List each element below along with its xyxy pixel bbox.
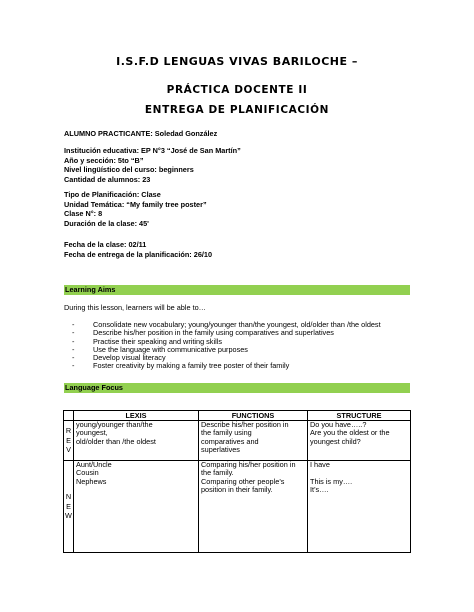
row-side-label-new: N E W: [64, 461, 74, 553]
list-item: - Develop visual literacy: [72, 353, 166, 363]
bullet-dash: -: [72, 336, 75, 346]
lexis-cell: Aunt/Uncle Cousin Nephews: [74, 461, 199, 553]
bullet-dash: -: [72, 328, 75, 338]
table-header-row: [64, 411, 411, 421]
structure-cell: Do you have…..? Are you the oldest or the youngest child?: [308, 421, 411, 461]
lexis-cell: young/younger than/the youngest, old/older than /the oldest: [74, 421, 199, 461]
language-focus-table: [63, 410, 411, 553]
functions-cell: Comparing his/her position in the family. Comparing other people’s position in their family.: [199, 461, 308, 553]
empty-header-cell: [64, 411, 74, 421]
school-info: [64, 146, 241, 184]
plan-type-line: Tipo de Planificación: Clase: [64, 190, 161, 199]
functions-cell: Describe his/her position in the family using comparatives and superlatives: [199, 421, 308, 461]
duration-line: Duración de la clase: 45': [64, 218, 149, 228]
student-info: [64, 129, 217, 139]
student-name-line: ALUMNO PRACTICANTE: Soledad González: [64, 129, 218, 138]
list-item: - Describe his/her position in the family using comparatives and superlatives: [72, 328, 334, 338]
students-count-line: Cantidad de alumnos: 23: [64, 174, 151, 184]
language-focus-heading: Language Focus: [64, 383, 410, 393]
unit-line: Unidad Temática: “My family tree poster”: [64, 199, 207, 209]
bullet-dash: -: [72, 344, 75, 354]
subtitle: PRÁCTICA DOCENTE II: [166, 84, 308, 96]
list-item: - Foster creativity by making a family tree poster of their family: [72, 361, 290, 371]
learning-aims-intro: During this lesson, learners will be able to…: [64, 303, 206, 312]
list-item: - Consolidate new vocabulary; young/younger than/the youngest, old/older than /the oldest: [72, 320, 381, 329]
learning-aims-heading: Learning Aims: [64, 285, 410, 295]
delivery-date-line: Fecha de entrega de la planificación: 26/10: [64, 249, 213, 259]
bullet-dash: -: [72, 353, 75, 363]
bullet-dash: -: [72, 361, 75, 371]
dates-info: [64, 240, 212, 259]
row-side-label-rev: R E V: [64, 421, 74, 461]
column-header-structure: STRUCTURE: [308, 411, 411, 421]
bullet-dash: -: [72, 320, 75, 329]
column-header-lexis: LEXIS: [74, 411, 199, 421]
class-date-line: Fecha de la clase: 02/11: [64, 240, 147, 249]
column-header-functions: FUNCTIONS: [199, 411, 308, 421]
grade-line: Año y sección: 5to “B”: [64, 155, 144, 165]
list-item: - Practise their speaking and writing skills: [72, 336, 222, 346]
plan-info: [64, 190, 207, 228]
structure-cell: I have This is my…. It’s….: [308, 461, 411, 553]
class-number-line: Clase N°: 8: [64, 209, 103, 218]
institution-title: I.S.F.D LENGUAS VIVAS BARILOCHE –: [116, 55, 358, 68]
table-row: [64, 421, 411, 461]
level-line: Nivel lingüístico del curso: beginners: [64, 165, 194, 174]
table-row: [64, 461, 411, 553]
learning-aims-list: [72, 321, 381, 371]
list-item: - Use the language with communicative purposes: [72, 344, 248, 354]
school-line: Institución educativa: EP N°3 “José de San Martín”: [64, 146, 241, 155]
section-title: ENTREGA DE PLANIFICACIÓN: [144, 104, 330, 116]
